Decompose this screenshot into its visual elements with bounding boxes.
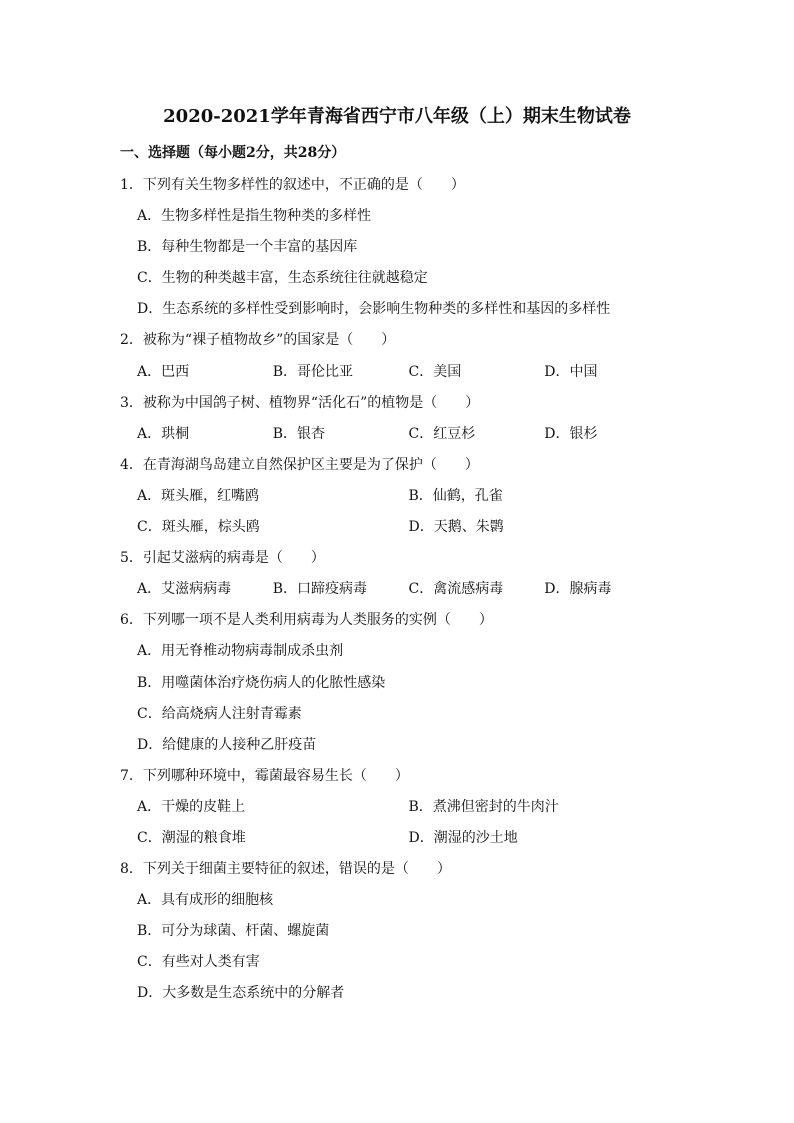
option-c: C．有些对人类有害 [137,954,260,971]
section-heading: 一、选择题（每小题2分，共28分） [120,145,346,161]
option-c: C．斑头雁，棕头鸥 [137,519,260,536]
option-b: B．可分为球菌、杆菌、螺旋菌 [137,923,330,940]
option-b: B．用噬菌体治疗烧伤病人的化脓性感染 [137,674,386,691]
option-row [120,828,680,859]
option-a: A．巴西 [137,363,190,380]
option-c: C．给高烧病人注射青霉素 [137,705,302,722]
option-b: B．仙鹤，孔雀 [408,487,503,504]
option-d: D．潮湿的沙土地 [408,829,518,846]
option-d: D．中国 [544,363,598,380]
option-c: C．红豆杉 [408,425,476,442]
option-d: D．腺病毒 [544,581,612,598]
option-b: B．口蹄疫病毒 [272,581,368,598]
question-stem: 5．引起艾滋病的病毒是（ ） [120,550,325,567]
option-a: A．珙桐 [137,425,190,442]
question-list [120,175,680,1015]
question-stem: 4．在青海湖鸟岛建立自然保护区主要是为了保护（ ） [120,456,479,473]
option-row [120,797,680,828]
option-d: D．大多数是生态系统中的分解者 [137,985,345,1002]
option-c: C．美国 [408,363,462,380]
question-stem: 1．下列有关生物多样性的叙述中，不正确的是（ ） [120,177,465,193]
option-row [120,486,680,517]
option-b: B．银杏 [272,425,326,442]
question-3 [120,393,680,455]
option-b: B．每种生物都是一个丰富的基因库 [137,239,358,256]
option-row [120,579,680,610]
option-a: A．生物多样性是指生物种类的多样性 [137,208,372,225]
question-stem: 7．下列哪种环境中，霉菌最容易生长（ ） [120,767,409,784]
question-4 [120,455,680,548]
option-a: A．艾滋病病毒 [137,581,232,598]
question-1 [120,175,680,330]
option-d: D．给健康的人接种乙肝疫苗 [137,736,317,753]
option-a: A．斑头雁，红嘴鸥 [137,487,260,504]
option-c: C．禽流感病毒 [408,581,504,598]
question-5 [120,548,680,610]
question-stem: 8．下列关于细菌主要特征的叙述，错误的是（ ） [120,861,451,878]
option-c: C．生物的种类越丰富，生态系统往往就越稳定 [137,270,428,287]
option-d: D．天鹅、朱鹮 [408,519,504,536]
exam-title: 2020-2021学年青海省西宁市八年级（上）期末生物试卷 [163,106,631,127]
question-8 [120,859,680,1014]
option-d: D．银杉 [544,425,598,442]
option-a: A．用无脊椎动物病毒制成杀虫剂 [137,643,344,660]
option-a: A．干燥的皮鞋上 [137,798,246,815]
option-b: B．哥伦比亚 [272,363,354,380]
option-d: D．生态系统的多样性受到影响时，会影响生物种类的多样性和基因的多样性 [137,301,611,318]
option-row [120,424,680,455]
option-row [120,362,680,393]
question-6 [120,610,680,765]
option-a: A．具有成形的细胞核 [137,892,274,909]
question-2 [120,330,680,392]
question-stem: 3．被称为中国鸽子树、植物界“活化石”的植物是（ ） [120,394,480,411]
option-b: B．煮沸但密封的牛肉汁 [408,798,559,815]
question-7 [120,766,680,859]
option-c: C．潮湿的粮食堆 [137,829,246,846]
option-row [120,517,680,548]
question-stem: 6．下列哪一项不是人类利用病毒为人类服务的实例（ ） [120,612,493,629]
question-stem: 2．被称为“裸子植物故乡”的国家是（ ） [120,332,396,349]
